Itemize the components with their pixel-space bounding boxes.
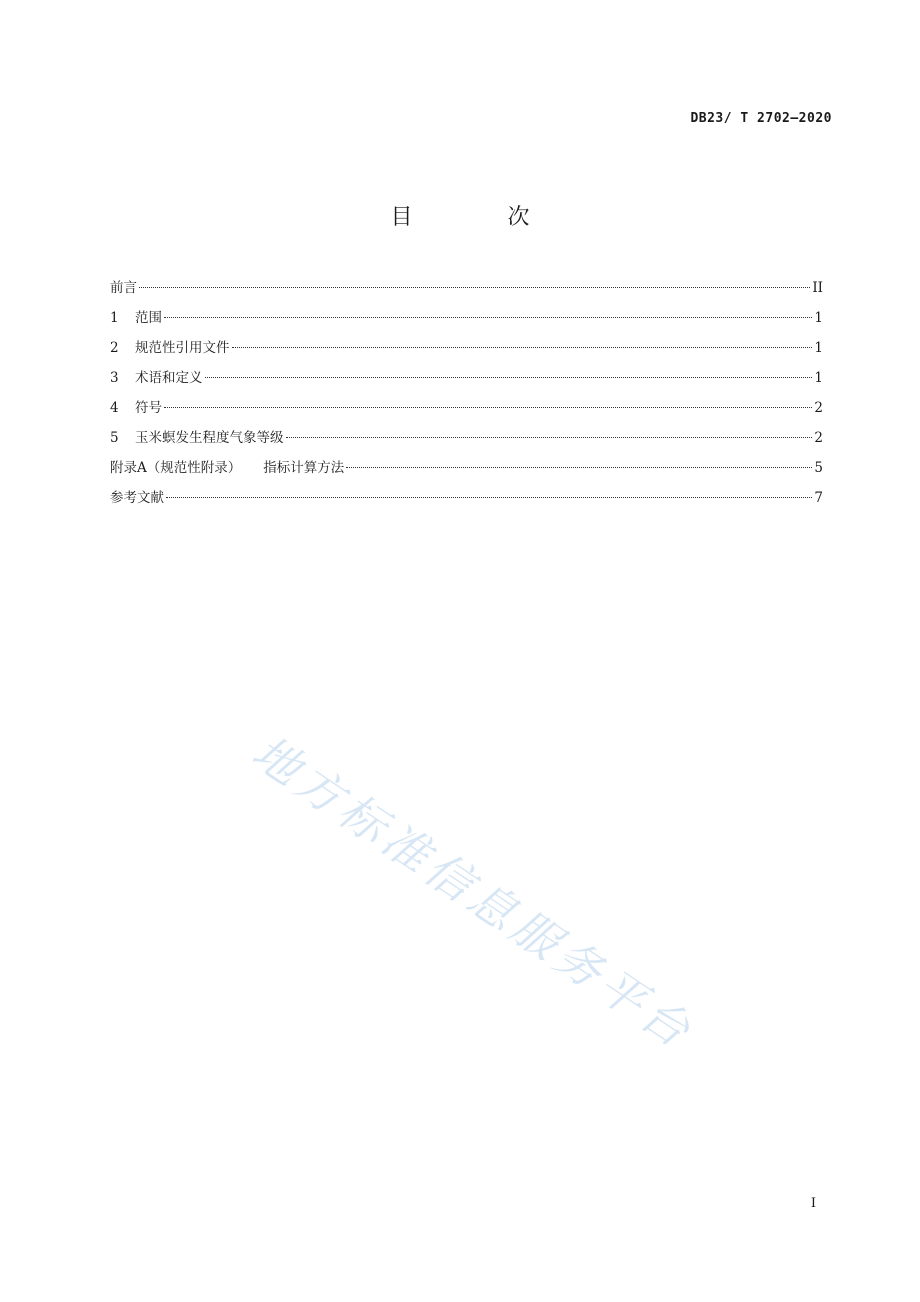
toc-leader-dots (166, 497, 812, 498)
toc-leader-dots (346, 467, 812, 468)
toc-title: 目 次 (390, 205, 574, 230)
toc-leader-dots (232, 347, 813, 348)
page-number: I (810, 1196, 816, 1211)
toc-entry-number: 2 (110, 340, 119, 356)
toc-entry-text: 规范性引用文件 (135, 340, 230, 356)
toc-entry-page: 1 (814, 370, 823, 386)
toc-entry-text: 附录A（规范性附录） (110, 460, 242, 476)
toc-entry-text: 范围 (135, 310, 162, 326)
toc-entry-subtitle: 指标计算方法 (263, 460, 345, 476)
toc-entry-text: 符号 (135, 400, 162, 416)
toc-entry-number: 4 (110, 400, 119, 416)
toc-entry-meteorological-grade[interactable] (110, 427, 823, 457)
toc-leader-dots (164, 407, 812, 408)
document-code: DB23/ T 2702—2020 (690, 111, 832, 126)
toc-entry-bibliography[interactable] (110, 487, 823, 517)
toc-entry-number: 3 (110, 370, 119, 386)
toc-leader-dots (205, 377, 813, 378)
toc-entry-page: 1 (814, 310, 823, 326)
toc-entry-terms-definitions[interactable] (110, 367, 823, 397)
toc-entry-page: 5 (814, 460, 823, 476)
toc-entry-page: 1 (814, 340, 823, 356)
toc-entry-text: 前言 (110, 280, 137, 296)
toc-entry-number: 5 (110, 430, 119, 446)
toc-entry-number: 1 (110, 310, 119, 326)
toc-entry-foreword[interactable] (110, 277, 823, 307)
toc-entry-scope[interactable] (110, 307, 823, 337)
toc-entry-text: 玉米螟发生程度气象等级 (135, 430, 284, 446)
toc-entry-symbols[interactable] (110, 397, 823, 427)
toc-leader-dots (139, 287, 810, 288)
toc-entry-page: II (812, 280, 823, 296)
toc-leader-dots (286, 437, 813, 438)
toc-entry-page: 2 (814, 400, 823, 416)
toc-entry-text: 参考文献 (110, 490, 164, 506)
toc-entry-page: 7 (814, 490, 823, 506)
toc-entry-text: 术语和定义 (135, 370, 203, 386)
table-of-contents (110, 277, 823, 517)
toc-entry-normative-references[interactable] (110, 337, 823, 367)
toc-entry-page: 2 (814, 430, 823, 446)
toc-leader-dots (164, 317, 812, 318)
toc-entry-appendix-a[interactable] (110, 457, 823, 487)
watermark: 地方标准信息服务平台 (242, 724, 704, 1061)
